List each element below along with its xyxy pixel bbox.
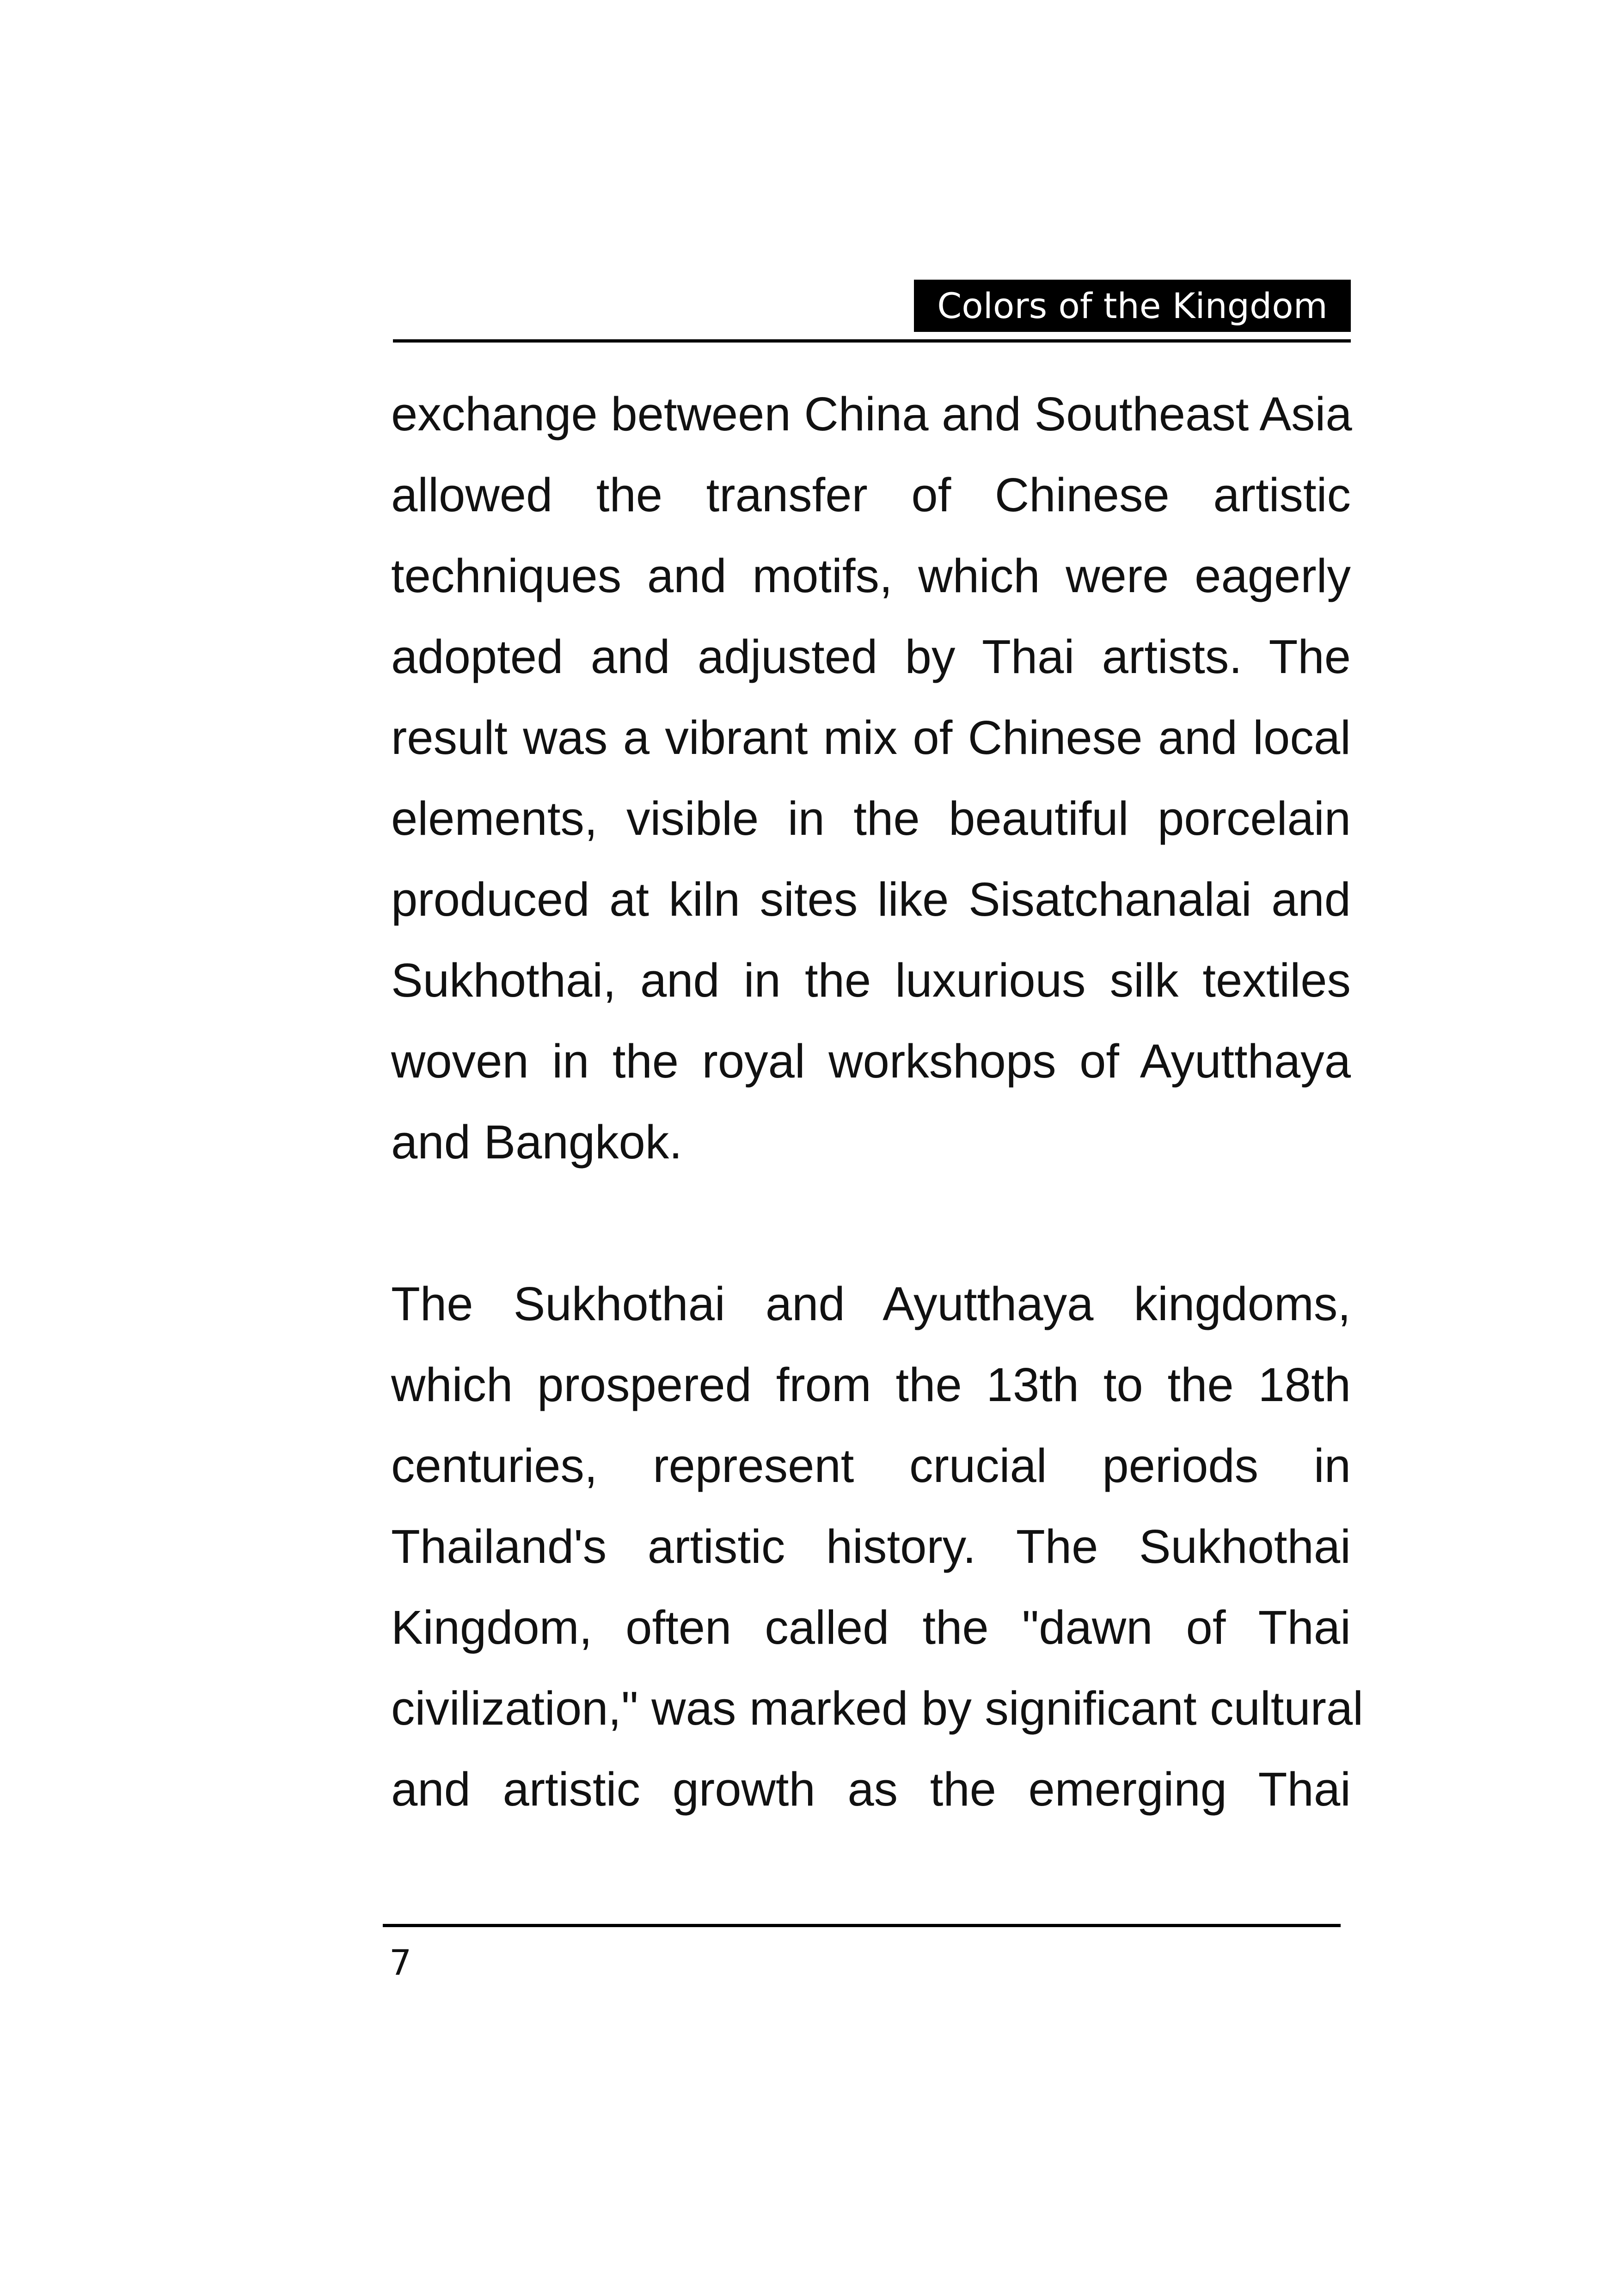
body-paragraph-2 [391,1263,1364,1830]
paragraph-line: centuries, represent crucial periods in [391,1439,1351,1492]
paragraph-line: Thailand's artistic history. The Sukhothai [391,1520,1351,1573]
paragraph-line: adopted and adjusted by Thai artists. The [391,630,1351,683]
paragraph-line: produced at kiln sites like Sisatchanalai and [391,873,1351,926]
body-paragraph-1 [391,373,1351,1182]
paragraph-line: which prospered from the 13th to the 18th [391,1358,1351,1411]
footer-divider [383,1924,1341,1927]
paragraph-line: and artistic growth as the emerging Thai [391,1763,1351,1816]
page-number: 7 [389,1942,412,1983]
running-header-title: Colors of the Kingdom [914,280,1351,332]
header-divider [393,339,1351,343]
paragraph-line: result was a vibrant mix of Chinese and local [391,711,1351,764]
paragraph-line: techniques and motifs, which were eagerly [391,549,1351,602]
paragraph-line: and Bangkok. [391,1115,682,1169]
paragraph-line: allowed the transfer of Chinese artistic [391,468,1351,521]
paragraph-line: civilization," was marked by significant cultural [391,1682,1364,1735]
paragraph-line: elements, visible in the beautiful porcelain [391,792,1351,845]
paragraph-line: Sukhothai, and in the luxurious silk textiles [391,954,1351,1007]
paragraph-line: The Sukhothai and Ayutthaya kingdoms, [391,1277,1351,1330]
paragraph-line: exchange between China and Southeast Asia [391,387,1352,441]
paragraph-line: woven in the royal workshops of Ayutthaya [391,1035,1351,1088]
paragraph-line: Kingdom, often called the "dawn of Thai [391,1601,1351,1654]
